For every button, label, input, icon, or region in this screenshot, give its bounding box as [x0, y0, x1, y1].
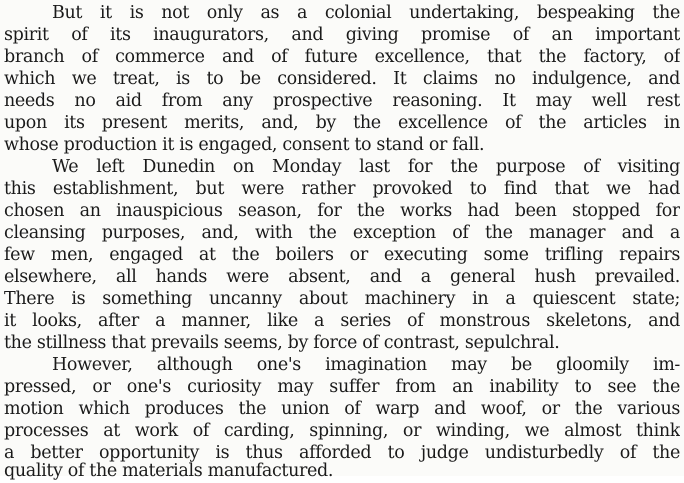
- text-line: processes at work of carding, spinning, or winding, we almost think: [4, 421, 680, 441]
- text-line: chosen an inauspicious season, for the works had been stopped for: [4, 201, 680, 221]
- text-line: this establishment, but were rather provoked to find that we had: [4, 179, 680, 199]
- text-line: the stillness that prevails seems, by force of contrast, sepulchral.: [4, 333, 560, 353]
- text-line: But it is not only as a colonial undertaking, bespeaking the: [52, 3, 680, 23]
- text-line: needs no aid from any prospective reasoning. It may well rest: [4, 91, 680, 111]
- text-line: However, although one's imagination may be gloomily im-: [52, 355, 680, 375]
- text-line: branch of commerce and of future excellence, that the factory, of: [4, 47, 680, 67]
- text-line: There is something uncanny about machinery in a quiescent state;: [4, 289, 680, 309]
- text-line: motion which produces the union of warp and woof, or the various: [4, 399, 680, 419]
- text-line: quality of the materials manufactured.: [4, 461, 334, 481]
- text-line: whose production it is engaged, consent to stand or fall.: [4, 135, 485, 155]
- text-line: We left Dunedin on Monday last for the purpose of visiting: [52, 157, 680, 177]
- text-line: few men, engaged at the boilers or executing some trifling repairs: [4, 245, 680, 265]
- text-line: upon its present merits, and, by the excellence of the articles in: [4, 113, 680, 133]
- text-line: cleansing purposes, and, with the exception of the manager and a: [4, 223, 680, 243]
- text-line: spirit of its inaugurators, and giving promise of an important: [4, 25, 680, 45]
- text-line: pressed, or one's curiosity may suffer from an inability to see the: [4, 377, 680, 397]
- text-line: a better opportunity is thus afforded to judge undisturbedly of the: [4, 443, 680, 463]
- text-line: which we treat, is to be considered. It claims no indulgence, and: [4, 69, 680, 89]
- text-line: it looks, after a manner, like a series of monstrous skeletons, and: [4, 311, 680, 331]
- text-line: elsewhere, all hands were absent, and a general hush prevailed.: [4, 267, 680, 287]
